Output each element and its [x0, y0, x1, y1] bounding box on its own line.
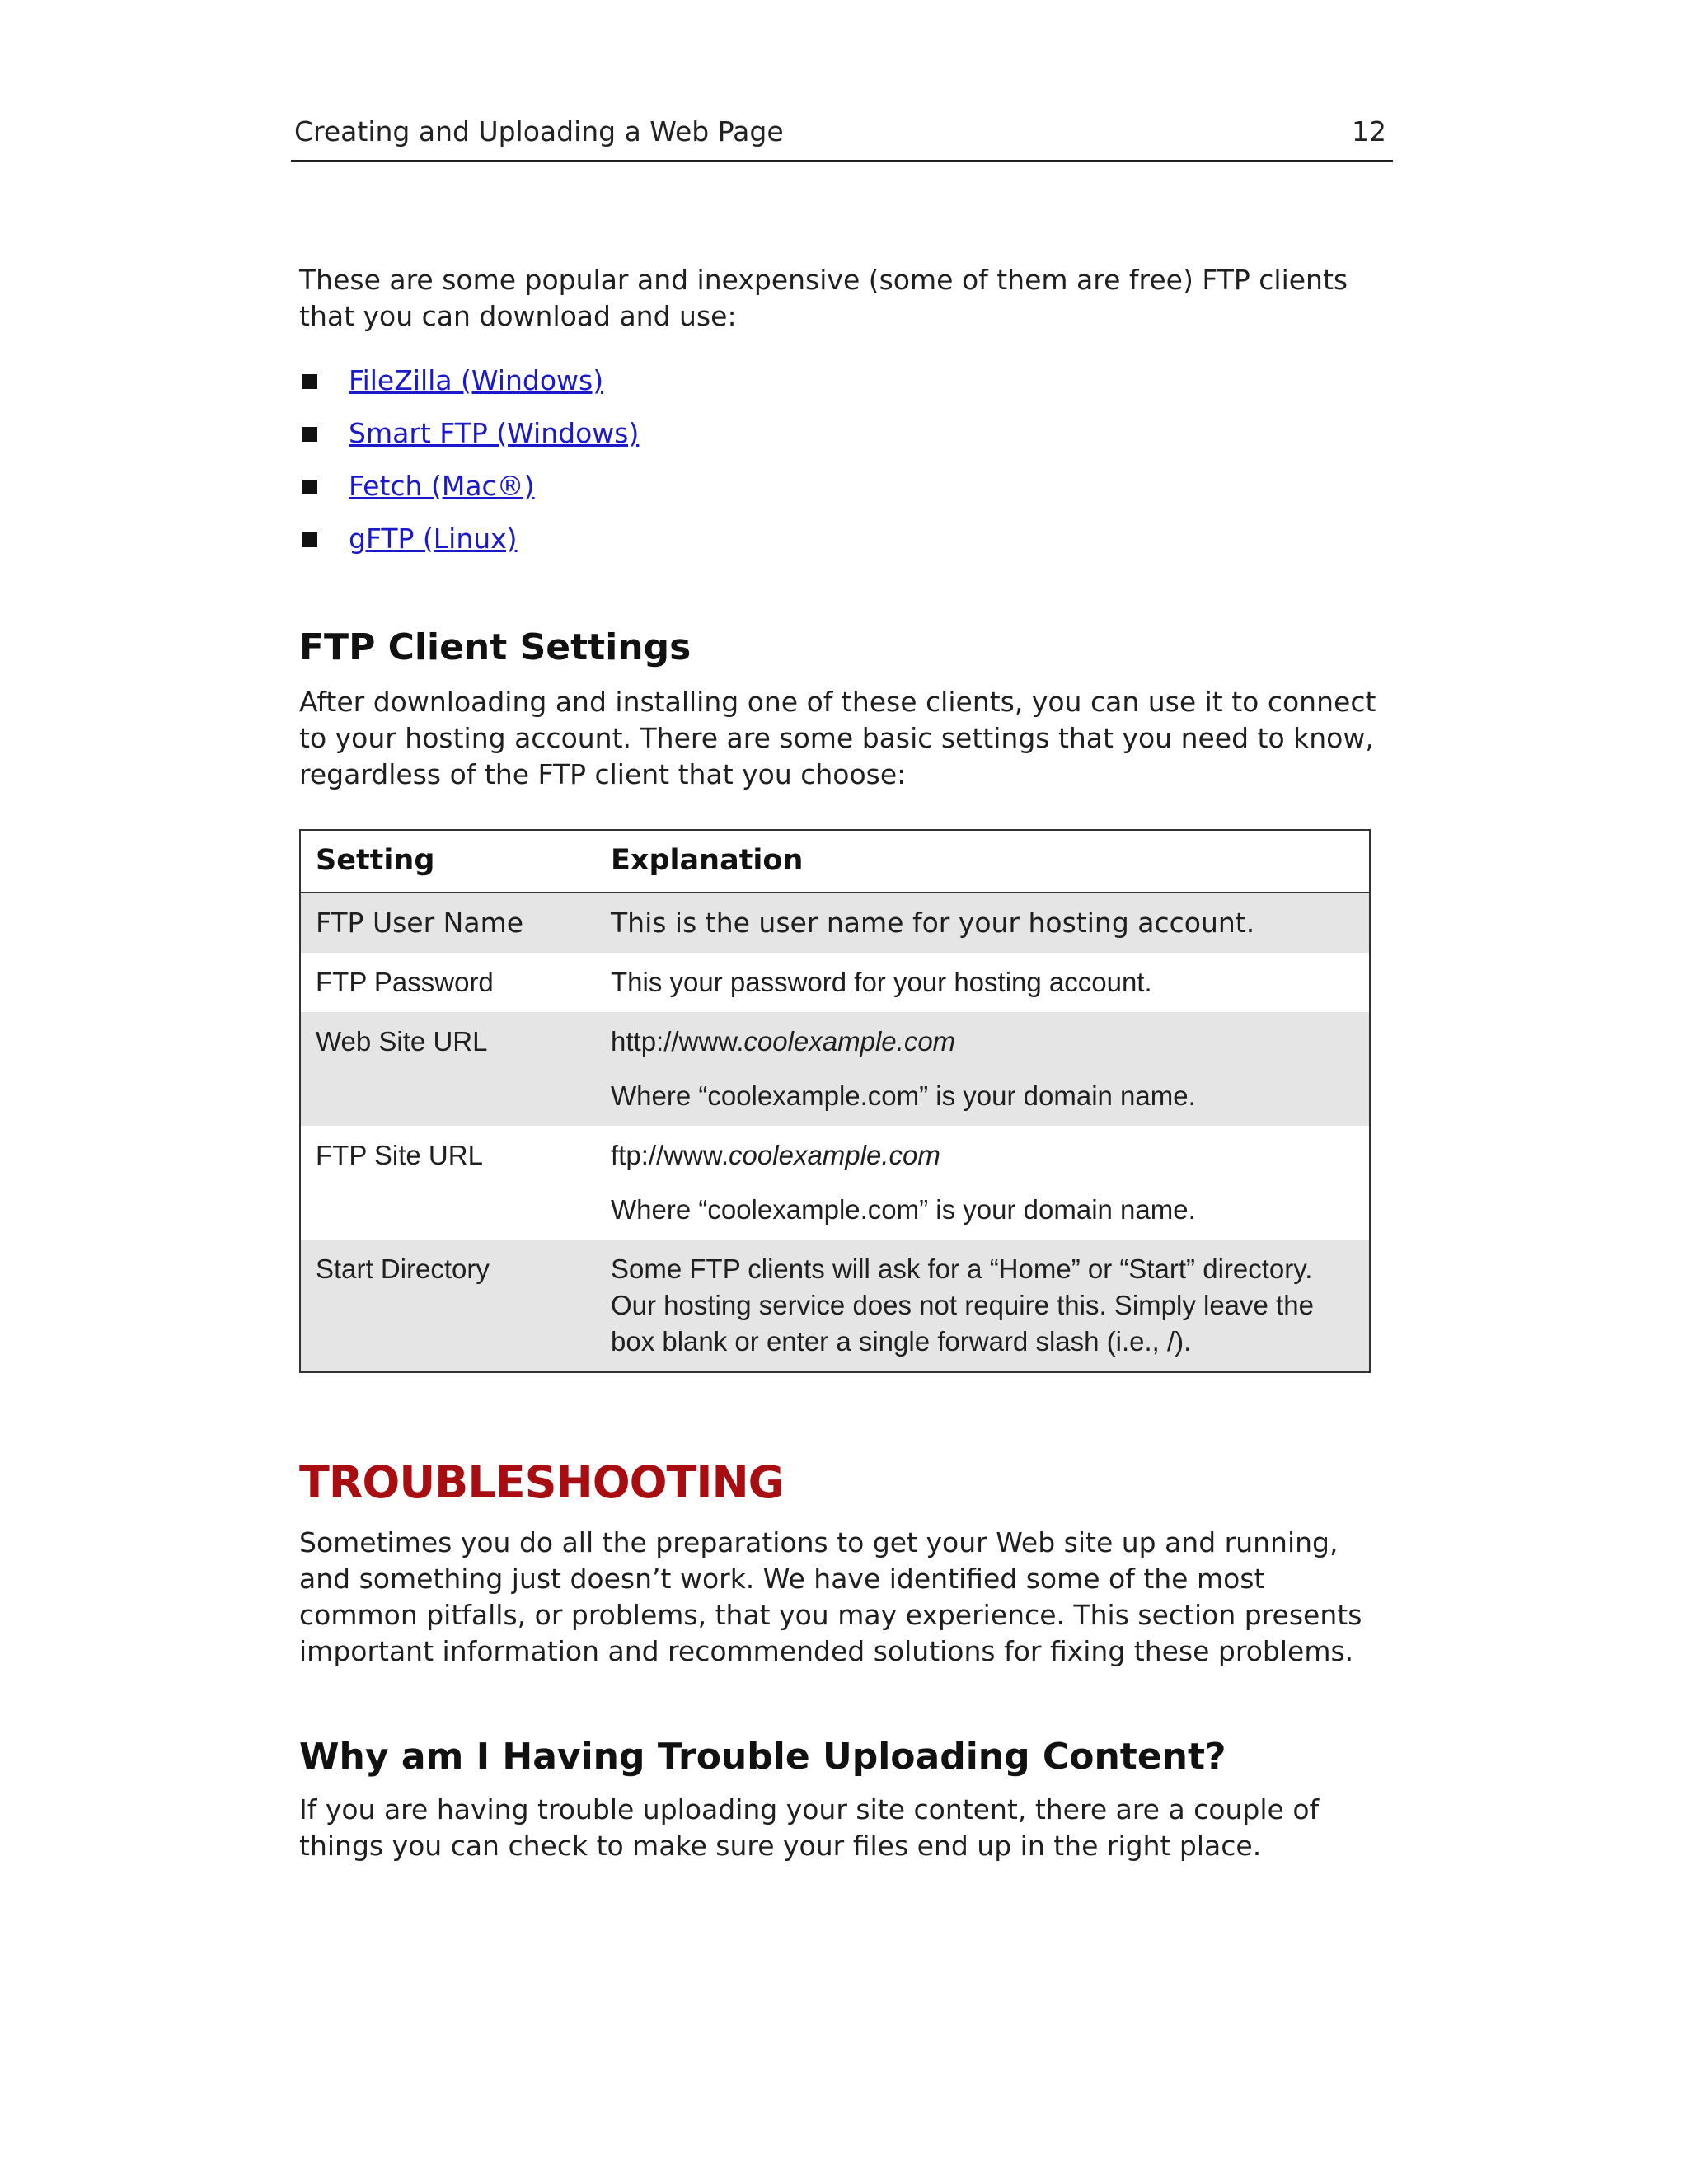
page-content	[299, 262, 1387, 1864]
table-row	[300, 893, 1370, 953]
ftp-settings-heading: FTP Client Settings	[299, 626, 692, 668]
explanation-cell: This your password for your hosting account.	[596, 953, 1370, 1012]
list-item	[299, 513, 1387, 565]
url-note: Where “coolexample.com” is your domain name.	[611, 1080, 1196, 1111]
explanation-cell: This is the user name for your hosting account.	[596, 893, 1370, 953]
url-prefix: http://www.	[611, 1026, 744, 1057]
square-bullet-icon	[302, 427, 317, 442]
square-bullet-icon	[302, 480, 317, 494]
setting-cell: FTP Password	[300, 953, 596, 1012]
table-row	[300, 953, 1370, 1012]
url-line	[611, 1024, 1354, 1060]
upload-trouble-paragraph: If you are having trouble uploading your site content, there are a couple of things you can check to make sure your files end up in the right place.	[299, 1793, 1320, 1862]
square-bullet-icon	[302, 532, 317, 547]
url-domain: coolexample.com	[743, 1026, 956, 1057]
filezilla-link[interactable]: FileZilla (Windows)	[349, 364, 604, 396]
list-item	[299, 407, 1387, 460]
header-title: Creating and Uploading a Web Page	[294, 115, 784, 148]
table-row	[300, 1012, 1370, 1126]
ftp-settings-table	[299, 829, 1371, 1373]
explanation-cell	[596, 1012, 1370, 1126]
column-header-setting: Setting	[300, 830, 596, 893]
troubleshooting-heading: TROUBLESHOOTING	[299, 1456, 784, 1508]
explanation-cell: Some FTP clients will ask for a “Home” or “Start” directory. Our hosting service does not require this. Simply leave the box blank or enter a single forward slash (i.e., /).	[596, 1240, 1370, 1372]
ftp-client-list	[299, 354, 1387, 565]
intro-paragraph: These are some popular and inexpensive (some of them are free) FTP clients that you can download and use:	[299, 264, 1348, 332]
list-item	[299, 460, 1387, 513]
list-item	[299, 354, 1387, 407]
table-row	[300, 1240, 1370, 1372]
table-header-row	[300, 830, 1370, 893]
table-row	[300, 1126, 1370, 1240]
square-bullet-icon	[302, 374, 317, 389]
gftp-link[interactable]: gFTP (Linux)	[349, 523, 518, 555]
page-number: 12	[1352, 115, 1386, 148]
explanation-cell	[596, 1126, 1370, 1240]
setting-cell: FTP Site URL	[300, 1126, 596, 1240]
ftp-settings-intro: After downloading and installing one of these clients, you can use it to connect to your hosting account. There are some basic settings that you need to know, regardless of the FTP client that you choose:	[299, 686, 1376, 790]
url-domain: coolexample.com	[729, 1140, 940, 1170]
url-line	[611, 1137, 1354, 1174]
setting-cell: Web Site URL	[300, 1012, 596, 1126]
url-prefix: ftp://www.	[611, 1140, 729, 1170]
upload-trouble-heading: Why am I Having Trouble Uploading Content?	[299, 1736, 1226, 1778]
running-header	[291, 115, 1393, 162]
smart-ftp-link[interactable]: Smart FTP (Windows)	[349, 417, 640, 449]
column-header-explanation: Explanation	[596, 830, 1370, 893]
setting-cell: Start Directory	[300, 1240, 596, 1372]
troubleshooting-paragraph: Sometimes you do all the preparations to get your Web site up and running, and something just doesn’t work. We have identified some of the most common pitfalls, or problems, that you may experience. This section presents important information and recommended solutions for fixing these problems.	[299, 1526, 1362, 1667]
setting-cell: FTP User Name	[300, 893, 596, 953]
fetch-link[interactable]: Fetch (Mac®)	[349, 470, 535, 502]
url-note: Where “coolexample.com” is your domain name.	[611, 1194, 1196, 1225]
